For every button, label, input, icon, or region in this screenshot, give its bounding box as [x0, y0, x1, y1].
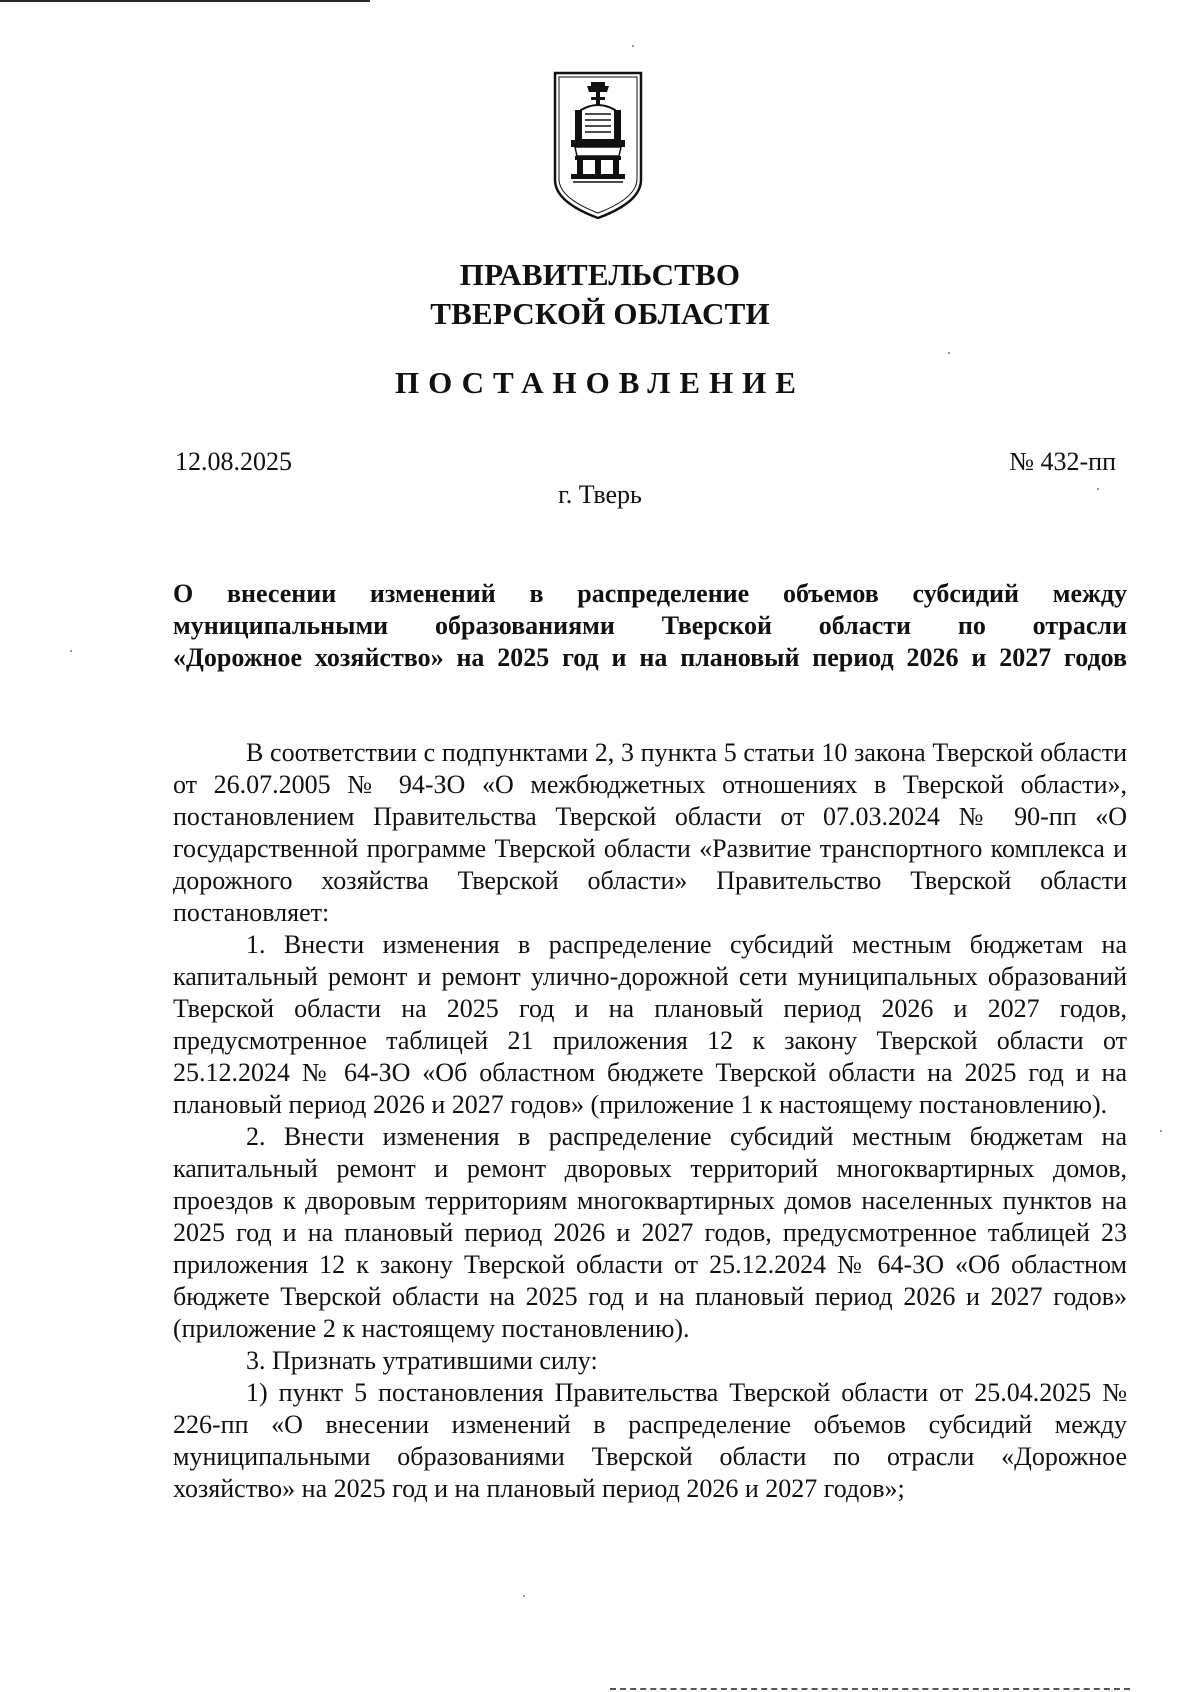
- document-date: 12.08.2025: [175, 447, 292, 476]
- clause-2: 2. Внести изменения в распределение субсидий местным бюджетам на капитальный ремонт и ремонт дворовых территорий многоквартирных домов, проездов к дворовым территориям многоквартирных домов населенных пунктов на 2025 год и на плановый период 2026 и 2027 годов, предусмотренное таблицей 23 приложения 12 к закону Тверской области от 25.12.2024 № 64-ЗО «Об областном бюджете Тверской области на 2025 год и на плановый период 2026 и 2027 годов» (приложение 2 к настоящему постановлению).: [173, 1122, 1127, 1343]
- government-line-2: ТВЕРСКОЙ ОБЛАСТИ: [430, 296, 770, 331]
- subject-line-1: О внесении изменений в распределение объемов субсидий между: [173, 579, 1127, 608]
- scan-edge-line: [610, 1688, 1130, 1692]
- scan-speck: [70, 650, 72, 652]
- coat-of-arms-icon: [551, 70, 645, 220]
- scan-edge-line: [0, 0, 370, 2]
- scan-speck: [1097, 488, 1099, 490]
- government-name: [0, 255, 1200, 333]
- subject-line-3: «Дорожное хозяйство» на 2025 год и на плановый период 2026 и 2027 годов: [173, 643, 1127, 672]
- clause-1: 1. Внести изменения в распределение субсидий местным бюджетам на капитальный ремонт и ремонт улично-дорожной сети муниципальных образований Тверской области на 2025 год и на плановый период 2026 и 2027 годов, предусмотренное таблицей 21 приложения 12 к закону Тверской области от 25.12.2024 № 64-ЗО «Об областном бюджете Тверской области на 2025 год и на плановый период 2026 и 2027 годов» (приложение 1 к настоящему постановлению).: [173, 930, 1127, 1119]
- document-subject: [173, 578, 1127, 674]
- document-body: [173, 737, 1127, 1505]
- scan-speck: [632, 45, 634, 47]
- clause-3-1: 1) пункт 5 постановления Правительства Тверской области от 25.04.2025 № 226-пп «О внесении изменений в распределение объемов субсидий между муниципальными образованиями Тверской области по отрасли «Дорожное хозяйство» на 2025 год и на плановый период 2026 и 2027 годов»;: [173, 1378, 1127, 1503]
- preamble-paragraph: В соответствии с подпунктами 2, 3 пункта 5 статьи 10 закона Тверской области от 26.07.2005 № 94-ЗО «О межбюджетных отношениях в Тверской области», постановлением Правительства Тверской области от 07.03.2024 № 90-пп «О государственной программе Тверской области «Развитие транспортного комплекса и дорожного хозяйства Тверской области» Правительство Тверской области постановляет:: [173, 738, 1127, 927]
- subject-line-2: муниципальными образованиями Тверской области по отрасли: [173, 611, 1127, 640]
- clause-3: 3. Признать утратившими силу:: [246, 1346, 598, 1375]
- document-city: г. Тверь: [558, 480, 642, 509]
- document-type: ПОСТАНОВЛЕНИЕ: [395, 365, 805, 400]
- government-line-1: ПРАВИТЕЛЬСТВО: [459, 257, 741, 292]
- scan-speck: [523, 1595, 525, 1597]
- scan-speck: [1160, 1130, 1162, 1132]
- document-number: № 432-пп: [1009, 447, 1116, 476]
- scan-speck: [948, 352, 950, 354]
